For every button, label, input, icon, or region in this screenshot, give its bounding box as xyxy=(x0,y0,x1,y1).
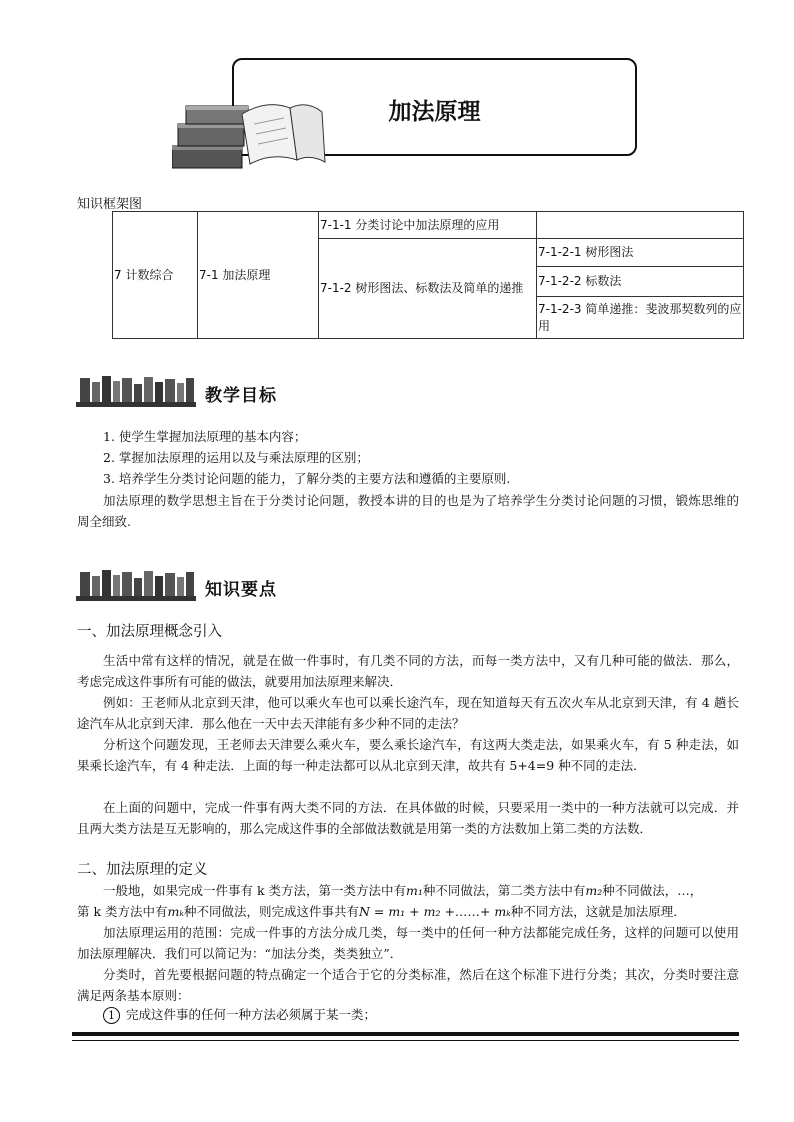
framework-cell: 7 计数综合 xyxy=(113,212,198,339)
math-var: m₂ xyxy=(585,883,603,898)
paragraph: 加法原理运用的范围：完成一件事的方法分成几类，每一类中的任何一种方法都能完成任务，这样的问题可以使用加法原理解决．我们可以简记为：“加法分类，类类独立”． xyxy=(77,925,739,961)
text-run: 种不同方法，这就是加法原理． xyxy=(510,904,686,919)
paragraph: 分类时，首先要根据问题的特点确定一个适合于它的分类标准，然后在这个标准下进行分类；其次，分类时要注意满足两条基本原则： xyxy=(77,967,739,1003)
text-run: 种不同做法，则完成这件事共有 xyxy=(183,904,359,919)
framework-table xyxy=(112,211,744,339)
footer-rule-thin xyxy=(72,1040,739,1041)
rule-text: 完成这件事的任何一种方法必须属于某一类； xyxy=(126,1007,377,1022)
paragraph: 生活中常有这样的情况，就是在做一件事时，有几类不同的方法，而每一类方法中，又有几种可能的做法．那么，考虑完成这件事所有可能的做法，就要用加法原理来解决． xyxy=(77,653,739,689)
framework-cell: 7-1-2-1 树形图法 xyxy=(537,239,744,267)
math-formula: N = m₁ + m₂ +……+ mₖ xyxy=(358,904,511,919)
text-run: 种不同做法，…， xyxy=(602,883,703,898)
paragraph: 分析这个问题发现，王老师去天津要么乘火车，要么乘长途汽车，有这两大类走法，如果乘火车，有 5 种走法，如果乘长途汽车，有 4 种走法．上面的每一种走法都可以从北京到天津，故共有 5+4=9 种不同的走法． xyxy=(77,737,739,773)
bookshelf-banner-icon xyxy=(76,566,196,602)
definition-paragraph xyxy=(77,880,739,922)
page-title: 加法原理 xyxy=(388,99,481,125)
rule-item xyxy=(103,1004,739,1025)
section-title-points: 知识要点 xyxy=(205,580,277,600)
framework-cell: 7-1-2-3 简单递推：斐波那契数列的应用 xyxy=(537,297,744,339)
books-illustration xyxy=(172,94,327,172)
text-run: 种不同做法，第二类方法中有 xyxy=(422,883,586,898)
circled-number: 1 xyxy=(103,1007,120,1024)
goals-summary: 加法原理的数学思想主旨在于分类讨论问题，教授本讲的目的也是为了培养学生分类讨论问题的习惯，锻炼思维的周全细致. xyxy=(77,493,739,529)
framework-cell: 7-1 加法原理 xyxy=(198,212,319,339)
bookshelf-banner-icon xyxy=(76,372,196,408)
section-heading: 一、加法原理概念引入 xyxy=(77,624,222,640)
text-run: 第 k 类方法中有 xyxy=(77,904,168,919)
framework-label: 知识框架图 xyxy=(77,197,143,212)
goal-item: 3. 培养学生分类讨论问题的能力，了解分类的主要方法和遵循的主要原则. xyxy=(103,471,511,486)
text-run: 一般地，如果完成一件事有 k 类方法，第一类方法中有 xyxy=(103,883,407,898)
framework-cell: 7-1-2 树形图法、标数法及简单的递推 xyxy=(319,239,537,339)
section-title-goals: 教学目标 xyxy=(205,386,277,406)
section-heading: 二、加法原理的定义 xyxy=(77,862,208,878)
paragraph: 在上面的问题中，完成一件事有两大类不同的方法．在具体做的时候，只要采用一类中的一种方法就可以完成．并且两大类方法是互无影响的，那么完成这件事的全部做法数就是用第一类的方法数加上第二类的方法数． xyxy=(77,800,739,836)
math-var: m₁ xyxy=(406,883,423,898)
framework-cell xyxy=(537,212,744,239)
paragraph: 例如：王老师从北京到天津，他可以乘火车也可以乘长途汽车，现在知道每天有五次火车从北京到天津，有 4 趟长途汽车从北京到天津．那么他在一天中去天津能有多少种不同的走法？ xyxy=(77,695,739,731)
framework-cell: 7-1-2-2 标数法 xyxy=(537,267,744,297)
math-var: mₖ xyxy=(167,904,184,919)
footer-rule xyxy=(72,1032,739,1036)
framework-cell: 7-1-1 分类讨论中加法原理的应用 xyxy=(319,212,537,239)
goal-item: 2. 掌握加法原理的运用以及与乘法原理的区别； xyxy=(103,450,369,465)
goal-item: 1. 使学生掌握加法原理的基本内容； xyxy=(103,429,307,444)
